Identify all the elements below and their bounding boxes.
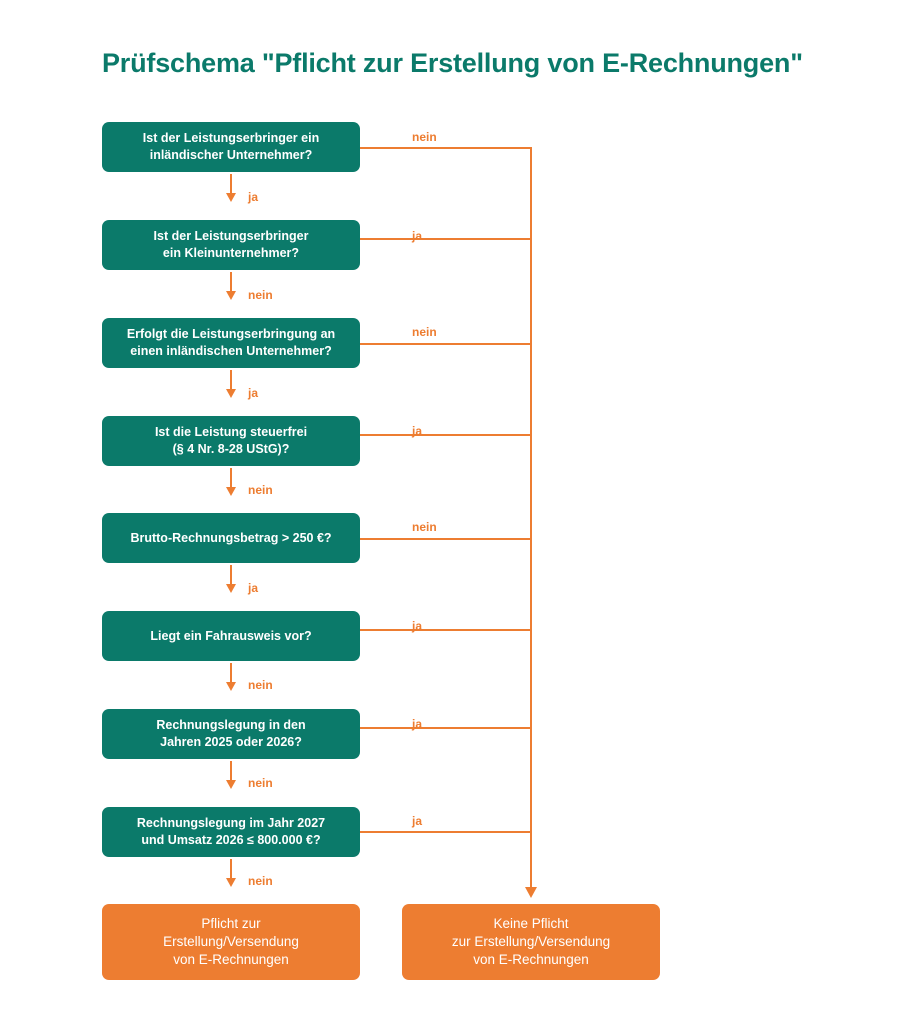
branch-label-q6: ja — [412, 619, 423, 633]
down-label-q6: nein — [248, 678, 273, 692]
decision-node-q8-line2: und Umsatz 2026 ≤ 800.000 €? — [141, 833, 321, 847]
decision-node-q4-line2: (§ 4 Nr. 8-28 UStG)? — [172, 442, 290, 456]
down-label-q7: nein — [248, 776, 273, 790]
decision-node-q1-line1: Ist der Leistungserbringer ein — [142, 131, 320, 146]
result-left-line2: Erstellung/Versendung — [163, 933, 299, 949]
branch-line-q8 — [360, 831, 532, 833]
decision-node-q2-line1: Ist der Leistungserbringer — [153, 229, 309, 244]
decision-node-q6[interactable] — [102, 611, 360, 661]
branch-line-q7 — [360, 727, 532, 729]
result-right-line2: zur Erstellung/Versendung — [451, 933, 611, 949]
down-label-q4: nein — [248, 483, 273, 497]
down-arrow-q6 — [230, 663, 232, 683]
decision-node-q3[interactable] — [102, 318, 360, 368]
decision-node-q4[interactable] — [102, 416, 360, 466]
decision-node-q5[interactable] — [102, 513, 360, 563]
decision-node-q6-line1: Liegt ein Fahrausweis vor? — [150, 628, 312, 643]
decision-node-q8[interactable] — [102, 807, 360, 857]
decision-node-q2-line2: ein Kleinunternehmer? — [162, 246, 300, 260]
decision-node-q8-line1: Rechnungslegung im Jahr 2027 — [136, 816, 326, 831]
result-node-no-obligation[interactable] — [402, 904, 660, 980]
decision-node-q2[interactable] — [102, 220, 360, 270]
decision-node-q3-line2: einen inländischen Unternehmer? — [130, 344, 332, 358]
page-title: Prüfschema "Pflicht zur Erstellung von E-Rechnungen" — [102, 48, 803, 78]
result-node-obligation[interactable] — [102, 904, 360, 980]
result-left-line3: von E-Rechnungen — [173, 952, 289, 968]
down-arrow-q5 — [230, 565, 232, 585]
down-arrow-q8 — [230, 859, 232, 879]
down-label-q1: ja — [248, 190, 259, 204]
branch-label-q7: ja — [412, 717, 423, 731]
down-arrow-q2 — [230, 272, 232, 292]
branch-label-q2: ja — [412, 229, 423, 243]
branch-label-q4: ja — [412, 424, 423, 438]
down-label-q2: nein — [248, 288, 273, 302]
result-right-line1: Keine Pflicht — [493, 915, 569, 931]
down-arrow-q4 — [230, 468, 232, 488]
down-label-q3: ja — [248, 386, 259, 400]
down-arrow-q7 — [230, 761, 232, 781]
branch-line-q2 — [360, 238, 532, 240]
branch-label-q5: nein — [412, 520, 437, 534]
decision-node-q7[interactable] — [102, 709, 360, 759]
branch-label-q3: nein — [412, 325, 437, 339]
branch-line-q1 — [360, 147, 532, 149]
result-left-line1: Pflicht zur — [201, 915, 261, 931]
result-right-line3: von E-Rechnungen — [473, 952, 589, 968]
branch-label-q8: ja — [412, 814, 423, 828]
branch-line-q6 — [360, 629, 532, 631]
decision-node-q4-line1: Ist die Leistung steuerfrei — [154, 425, 308, 440]
down-label-q5: ja — [248, 581, 259, 595]
branch-label-q1: nein — [412, 130, 437, 144]
down-label-q8: nein — [248, 874, 273, 888]
decision-node-q1[interactable] — [102, 122, 360, 172]
branch-line-q5 — [360, 538, 532, 540]
collector-trunk-arrow — [530, 148, 532, 888]
decision-node-q7-line2: Jahren 2025 oder 2026? — [160, 735, 302, 749]
branch-line-q3 — [360, 343, 532, 345]
down-arrow-q1 — [230, 174, 232, 194]
decision-node-q1-line2: inländischer Unternehmer? — [149, 148, 313, 162]
decision-node-q7-line1: Rechnungslegung in den — [156, 718, 306, 733]
branch-line-q4 — [360, 434, 532, 436]
decision-node-q5-line1: Brutto-Rechnungsbetrag > 250 €? — [130, 530, 332, 545]
down-arrow-q3 — [230, 370, 232, 390]
decision-node-q3-line1: Erfolgt die Leistungserbringung an — [126, 327, 336, 342]
